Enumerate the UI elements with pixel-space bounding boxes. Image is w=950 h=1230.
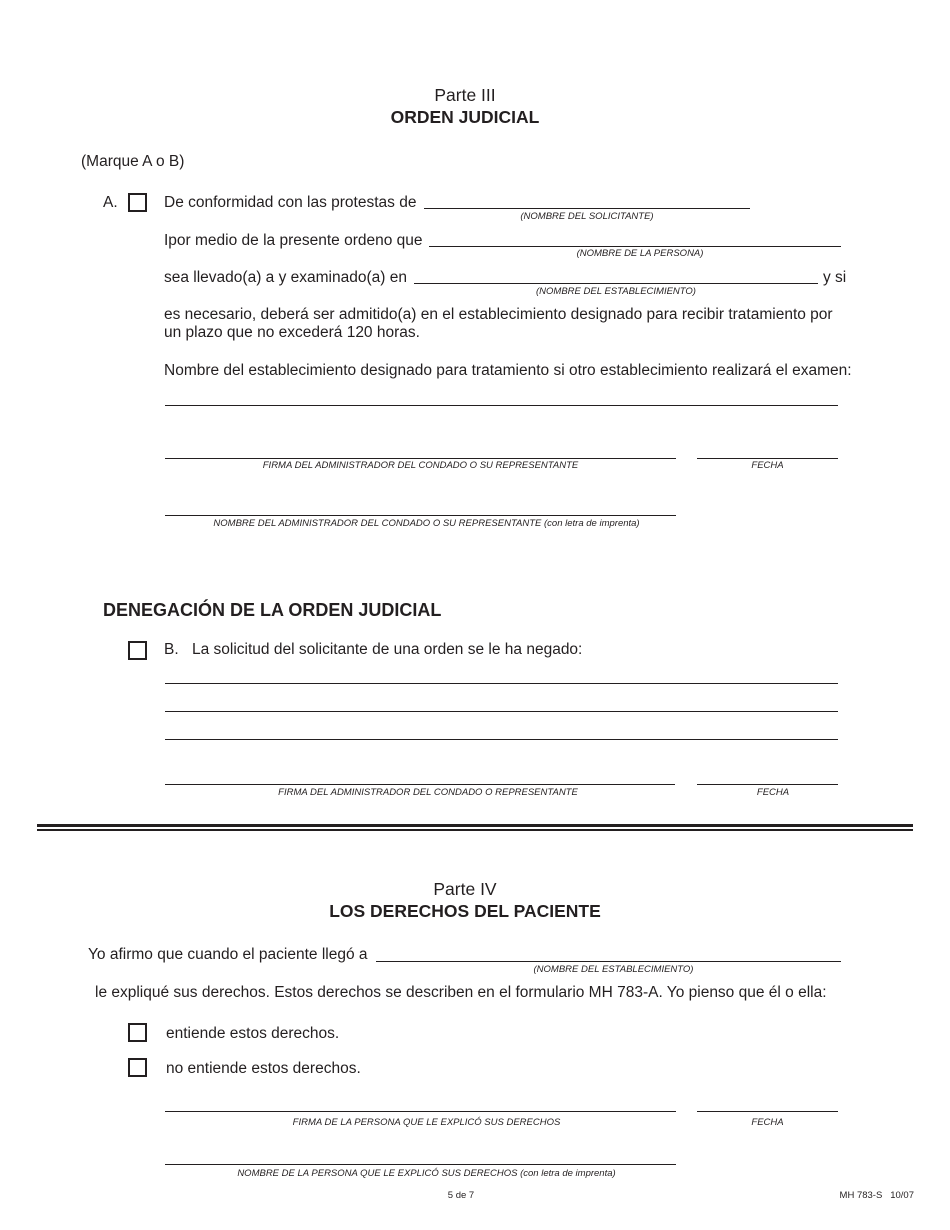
person-name-field[interactable] <box>429 246 841 247</box>
admin-signature-caption: FIRMA DEL ADMINISTRADOR DEL CONDADO O SU REPRESENTANTE <box>262 460 579 471</box>
explainer-name-field[interactable] <box>165 1164 676 1165</box>
line2-label: Ipor medio de la presente ordeno que <box>164 232 423 249</box>
treatment-facility-label: Nombre del establecimiento designado para tratamiento si otro establecimiento realizará el examen: <box>164 362 852 379</box>
affirm-label: Yo afirmo que cuando el paciente llegó a <box>88 946 368 963</box>
denial-reason-line-1[interactable] <box>165 683 838 684</box>
section-divider-top <box>37 824 913 827</box>
paragraph-line2: un plazo que no excederá 120 horas. <box>164 324 420 341</box>
option-a-checkbox[interactable] <box>128 193 147 212</box>
applicant-name-caption: (NOMBRE DEL SOLICITANTE) <box>520 211 654 222</box>
page-number: 5 de 7 <box>447 1190 475 1201</box>
establishment-name-caption: (NOMBRE DEL ESTABLECIMIENTO) <box>536 286 696 297</box>
denial-reason-line-2[interactable] <box>165 711 838 712</box>
explainer-name-caption: NOMBRE DE LA PERSONA QUE LE EXPLICÓ SUS DERECHOS (con letra de imprenta) <box>237 1168 616 1179</box>
part3-title: ORDEN JUDICIAL <box>390 107 540 127</box>
mark-instruction: (Marque A o B) <box>81 153 185 170</box>
denial-signature-caption: FIRMA DEL ADMINISTRADOR DEL CONDADO O REPRESENTANTE <box>278 787 578 798</box>
denial-signature-field[interactable] <box>165 784 675 785</box>
not-understands-checkbox[interactable] <box>128 1058 147 1077</box>
denial-reason-line-3[interactable] <box>165 739 838 740</box>
denial-title: DENEGACIÓN DE LA ORDEN JUDICIAL <box>103 600 442 620</box>
person-name-caption: (NOMBRE DE LA PERSONA) <box>576 248 704 259</box>
option-b-checkbox[interactable] <box>128 641 147 660</box>
form-id: MH 783-S 10/07 <box>839 1190 914 1201</box>
paragraph-line1: es necesario, deberá ser admitido(a) en el establecimiento designado para recibir tratamiento por <box>164 306 833 323</box>
explainer-signature-field[interactable] <box>165 1111 676 1112</box>
treatment-facility-field[interactable] <box>165 405 838 406</box>
section-divider-bottom <box>37 829 913 831</box>
part4-title: LOS DERECHOS DEL PACIENTE <box>329 901 601 921</box>
admin-name-caption: NOMBRE DEL ADMINISTRADOR DEL CONDADO O SU REPRESENTANTE (con letra de imprenta) <box>213 518 640 529</box>
explain-text: le expliqué sus derechos. Estos derechos se describen en el formulario MH 783-A. Yo pienso que él o ella: <box>95 984 827 1001</box>
denial-date-caption: FECHA <box>756 787 790 798</box>
admin-name-field[interactable] <box>165 515 676 516</box>
denial-date-field[interactable] <box>697 784 838 785</box>
admin-date-caption: FECHA <box>751 460 784 471</box>
explainer-signature-caption: FIRMA DE LA PERSONA QUE LE EXPLICÓ SUS DERECHOS <box>292 1117 561 1128</box>
admin-date-field[interactable] <box>697 458 838 459</box>
option-b-text: La solicitud del solicitante de una orden se le ha negado: <box>192 641 583 658</box>
arrival-facility-field[interactable] <box>376 961 841 962</box>
part3-heading: Parte III <box>434 85 496 105</box>
explainer-date-caption: FECHA <box>751 1117 784 1128</box>
option-b-letter: B. <box>164 641 179 658</box>
establishment-name-field[interactable] <box>414 283 818 284</box>
option-a-letter: A. <box>103 194 118 211</box>
understands-label: entiende estos derechos. <box>166 1025 340 1042</box>
line3-label: sea llevado(a) a y examinado(a) en <box>164 269 407 286</box>
not-understands-label: no entiende estos derechos. <box>166 1060 361 1077</box>
line3-suffix: y si <box>823 269 847 286</box>
arrival-facility-caption: (NOMBRE DEL ESTABLECIMIENTO) <box>533 964 694 975</box>
part4-heading: Parte IV <box>433 879 497 899</box>
explainer-date-field[interactable] <box>697 1111 838 1112</box>
admin-signature-field[interactable] <box>165 458 676 459</box>
applicant-name-field[interactable] <box>424 208 750 209</box>
line1-label: De conformidad con las protestas de <box>164 194 417 211</box>
understands-checkbox[interactable] <box>128 1023 147 1042</box>
